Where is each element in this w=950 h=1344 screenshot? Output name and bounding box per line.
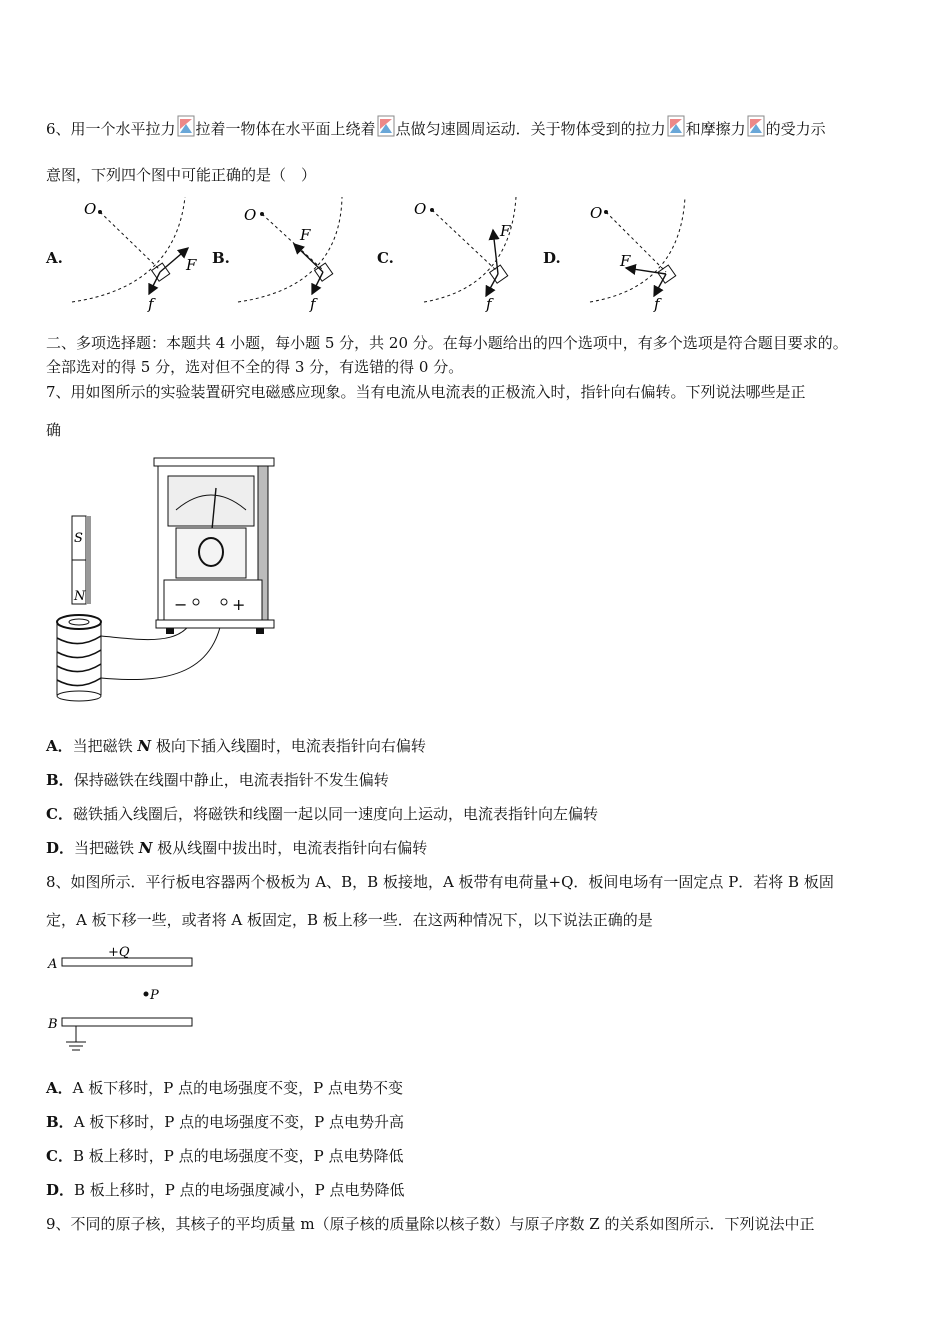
broken-image-icon [747, 115, 765, 137]
magnet-s-label: S [74, 531, 83, 546]
q8-option-b[interactable] [46, 1112, 404, 1132]
q8-option-c-label: C． [46, 1147, 73, 1165]
q7-option-c-label: C． [46, 805, 73, 823]
q8-option-d[interactable] [46, 1180, 405, 1200]
q6-b-fric-label: f [310, 295, 316, 313]
q7-option-a-label: A． [46, 737, 73, 755]
q8-option-a-label: A． [46, 1079, 73, 1097]
q6-d-o-label: O [590, 204, 603, 222]
point-p-label: P [150, 988, 159, 1003]
section2-line2: 全部选对的得 5 分，选对但不全的得 3 分，有选错的得 0 分。 [46, 358, 464, 376]
q6-c-f-label: F [500, 222, 511, 240]
galvanometer [154, 458, 274, 634]
q6-text-4: 和摩擦力 [685, 120, 746, 138]
section2-line1: 二、多项选择题：本题共 4 小题，每小题 5 分，共 20 分。在每小题给出的四个选项中，有多个选项是符合题目要求的。 [46, 334, 848, 352]
q6-c-o-label: O [414, 200, 427, 218]
q6-diagram-b [238, 197, 342, 313]
q6-a-f-label: F [186, 256, 197, 274]
plate-a-label: A [48, 957, 58, 972]
q7-option-d-em: N [138, 839, 153, 857]
q6-text-2: 拉着一物体在水平面上绕着 [195, 120, 376, 138]
q8-option-a[interactable] [46, 1078, 403, 1098]
q7-option-a-em: N [137, 737, 152, 755]
q7-option-a[interactable] [46, 736, 426, 756]
q6-text-1: 6、用一个水平拉力 [46, 120, 176, 138]
broken-image-icon [177, 115, 195, 137]
q6-c-fric-label: f [486, 295, 492, 313]
q7-option-b-text: 保持磁铁在线圈中静止，电流表指针不发生偏转 [73, 771, 389, 789]
q7-option-d-text1: 当把磁铁 [74, 839, 139, 857]
q8-option-b-label: B． [46, 1113, 74, 1131]
q7-option-c[interactable] [46, 804, 598, 824]
q6-line1 [46, 115, 826, 139]
q7-option-a-text1: 当把磁铁 [72, 737, 138, 755]
q6-text-5: 的受力示 [765, 120, 826, 138]
q6-b-f-label: F [300, 226, 311, 244]
minus-terminal-label: − [174, 595, 188, 614]
q7-option-d-text2: 极从线圈中拔出时，电流表指针向右偏转 [152, 839, 428, 857]
plate-b-label: B [48, 1017, 58, 1032]
q6-option-a-label: A. [46, 249, 63, 267]
q6-diagram-d [590, 197, 685, 313]
bar-magnet [72, 516, 91, 604]
q6-a-o-label: O [84, 200, 97, 218]
q9-line1: 9、不同的原子核，其核子的平均质量 m（原子核的质量除以核子数）与原子序数 Z 的关系如图所示．下列说法中正 [46, 1215, 815, 1233]
q6-option-c-label: C. [377, 249, 394, 267]
q6-d-fric-label: f [654, 295, 660, 313]
q6-option-d-label: D. [543, 249, 561, 267]
q6-line2: 意图，下列四个图中可能正确的是（ ） [46, 166, 317, 184]
q6-diagram-c [414, 197, 516, 313]
q7-option-b[interactable] [46, 770, 389, 790]
q8-option-b-text: A 板下移时，P 点的电场强度不变，P 点电势升高 [73, 1113, 405, 1131]
q7-option-d[interactable] [46, 838, 427, 858]
plate-a-charge-label: +Q [108, 945, 130, 960]
q6-diagram-a [72, 197, 197, 313]
q7-option-b-label: B． [46, 771, 74, 789]
q6-b-o-label: O [244, 206, 257, 224]
q7-option-c-text: 磁铁插入线圈后，将磁铁和线圈一起以同一速度向上运动，电流表指针向左偏转 [72, 805, 598, 823]
broken-image-icon [667, 115, 685, 137]
q6-diagrams [0, 192, 950, 322]
q8-option-c[interactable] [46, 1146, 403, 1166]
q6-d-f-label: F [620, 252, 631, 270]
q7-option-a-text2: 极向下插入线圈时，电流表指针向右偏转 [151, 737, 426, 755]
q6-text-3: 点做匀速圆周运动．关于物体受到的拉力 [395, 120, 666, 138]
q7-figure [46, 450, 306, 710]
q6-option-b-label: B. [212, 249, 230, 267]
q8-line2: 定，A 板下移一些，或者将 A 板固定，B 板上移一些．在这两种情况下，以下说法正确的是 [46, 911, 653, 929]
q8-option-a-text: A 板下移时，P 点的电场强度不变，P 点电势不变 [72, 1079, 403, 1097]
q7-line1: 7、用如图所示的实验装置研究电磁感应现象。当有电流从电流表的正极流入时，指针向右偏转。下列说法哪些是正 [46, 383, 806, 401]
plus-terminal-label: + [232, 595, 246, 614]
q8-option-c-text: B 板上移时，P 点的电场强度不变，P 点电势降低 [72, 1147, 404, 1165]
q8-option-d-label: D． [46, 1181, 75, 1199]
magnet-n-label: N [74, 589, 86, 604]
q8-capacitor-figure [44, 940, 214, 1060]
q8-line1: 8、如图所示．平行板电容器两个极板为 A、B，B 板接地，A 板带有电荷量+Q．板间电场有一固定点 P．若将 B 板固 [46, 873, 834, 891]
q7-option-d-label: D． [46, 839, 75, 857]
coil [57, 615, 101, 701]
broken-image-icon [377, 115, 395, 137]
q7-line2: 确 [46, 421, 62, 439]
q6-a-fric-label: f [148, 295, 154, 313]
q8-option-d-text: B 板上移时，P 点的电场强度减小，P 点电势降低 [74, 1181, 405, 1199]
